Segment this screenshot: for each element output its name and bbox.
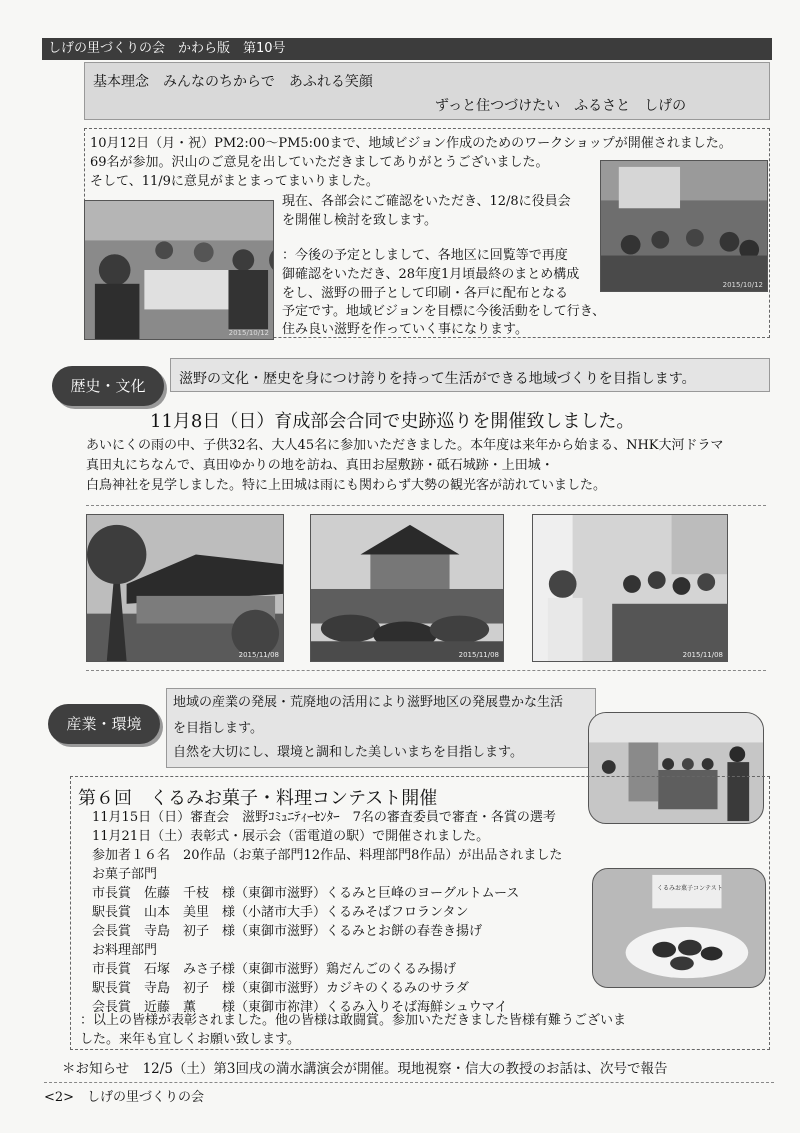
workshop-line: 10月12日（月・祝）PM2:00〜PM5:00まで、地域ビジョン作成のためのワークショップが開催されました。 [90, 136, 732, 151]
photo-date-stamp: 2015/10/12 [722, 281, 763, 289]
history-photo-group [532, 514, 728, 662]
history-line: 真田丸にちなんで、真田ゆかりの地を訪ね、真田お屋敷跡・砥石城跡・上田城・ [86, 458, 554, 473]
photo-date-stamp: 2015/10/12 [228, 329, 269, 337]
contest-heading: 第６回 くるみお菓子・料理コンテスト開催 [78, 788, 438, 809]
workshop-right-line: ：今後の予定としまして、各地区に回覧等で再度 [282, 248, 568, 263]
photo-date-stamp: 2015/11/08 [238, 651, 279, 659]
workshop-photo-left [84, 200, 274, 340]
contest-line: ：以上の皆様が表彰されました。他の皆様は敢闘賞。参加いただきました皆様有難うございま [80, 1013, 627, 1028]
history-goal: 滋野の文化・歴史を身につけ誇りを持って生活ができる地域づくりを目指します。 [179, 371, 696, 387]
workshop-right-line: 住み良い滋野を作っていく事になります。 [282, 322, 528, 337]
contest-line: 駅長賞 寺島 初子 様（東御市滋野）カジキのくるみのサラダ [92, 981, 469, 996]
divider [86, 505, 766, 506]
workshop-right-line: 現在、各部会にご確認をいただき、12/8に役員会 [282, 194, 571, 209]
contest-line: 11月21日（土）表彰式・展示会（雷電道の駅）で開催されました。 [92, 829, 490, 844]
history-line: あいにくの雨の中、子供32名、大人45名に参加いただきました。本年度は来年から始まる、NHK大河ドラマ [86, 438, 724, 453]
history-heading: 11月8日（日）育成部会合同で史跡巡りを開催致しました。 [150, 411, 635, 432]
industry-goal: を目指します。 [173, 721, 263, 736]
industry-goal: 自然を大切にし、環境と調和した美しいまちを目指します。 [173, 745, 523, 760]
motto-box [84, 62, 770, 120]
industry-badge: 産業・環境 [48, 704, 160, 744]
workshop-line: 69名が参加。沢山のご意見を出していただきましてありがとうございました。 [90, 155, 549, 170]
divider [44, 1082, 774, 1083]
contest-card-label: くるみお菓子コンテスト [657, 885, 723, 892]
contest-line: 市長賞 佐藤 千枝 様（東御市滋野）くるみと巨峰のヨーグルトムース [92, 886, 520, 901]
contest-line: 11月15日（日）審査会 滋野ｺﾐｭﾆﾃｨｰｾﾝﾀｰ 7名の審査委員で審査・各賞の選考 [92, 810, 556, 825]
contest-line: お料理部門 [92, 943, 158, 958]
workshop-right-line: をし、滋野の冊子として印刷・各戸に配布となる [282, 286, 569, 301]
contest-line: 会長賞 寺島 初子 様（東御市滋野）くるみとお餅の春巻き揚げ [92, 924, 483, 939]
industry-goal-banner [166, 688, 596, 768]
workshop-right-line: を開催し検討を致します。 [282, 213, 437, 228]
workshop-right-line: 御確認をいただき、28年度1月頃最終のまとめ構成 [282, 267, 580, 282]
workshop-right-line: 予定です。地域ビジョンを目標に今後活動をして行き、 [282, 304, 606, 319]
contest-line: 駅長賞 山本 美里 様（小諸市大手）くるみそばフロランタン [92, 905, 469, 920]
history-line: 白鳥神社を見学しました。特に上田城は雨にも関わらず大勢の観光客が訪れていました。 [86, 478, 607, 493]
footer: <2> しげの里づくりの会 [44, 1090, 205, 1105]
history-photo-house [86, 514, 284, 662]
divider [86, 670, 766, 671]
contest-line: した。来年も宜しくお願い致します。 [80, 1032, 300, 1047]
history-badge: 歴史・文化 [52, 366, 164, 406]
workshop-photo-right [600, 160, 768, 292]
contest-line: 参加者１６名 20作品（お菓子部門12作品、料理部門8作品）が出品されました [92, 848, 563, 863]
newsletter-header: しげの里づくりの会 かわら版 第10号 [42, 38, 772, 60]
photo-date-stamp: 2015/11/08 [458, 651, 499, 659]
history-goal-banner [170, 358, 770, 392]
notice: ＊お知らせ 12/5（土）第3回戌の満水講演会が開催。現地視察・信大の教授のお話は、次号で報告 [62, 1061, 668, 1077]
workshop-line: そして、11/9に意見がまとまってまいりました。 [90, 174, 379, 189]
history-photo-castle [310, 514, 504, 662]
contest-line: お菓子部門 [92, 867, 158, 882]
contest-line: 会長賞 近藤 薫 様（東御市祢津）くるみ入りそば海鮮シュウマイ [92, 1000, 508, 1015]
industry-goal: 地域の産業の発展・荒廃地の活用により滋野地区の発展豊かな生活 [173, 695, 564, 710]
motto-line-2: ずっと住つづけたい ふるさと しげの [435, 98, 687, 114]
photo-date-stamp: 2015/11/08 [682, 651, 723, 659]
contest-sweets-photo [592, 868, 766, 988]
motto-line-1: 基本理念 みんなのちからで あふれる笑顔 [93, 74, 373, 90]
contest-line: 市長賞 石塚 みさ子様（東御市滋野）鶏だんごのくるみ揚げ [92, 962, 457, 977]
